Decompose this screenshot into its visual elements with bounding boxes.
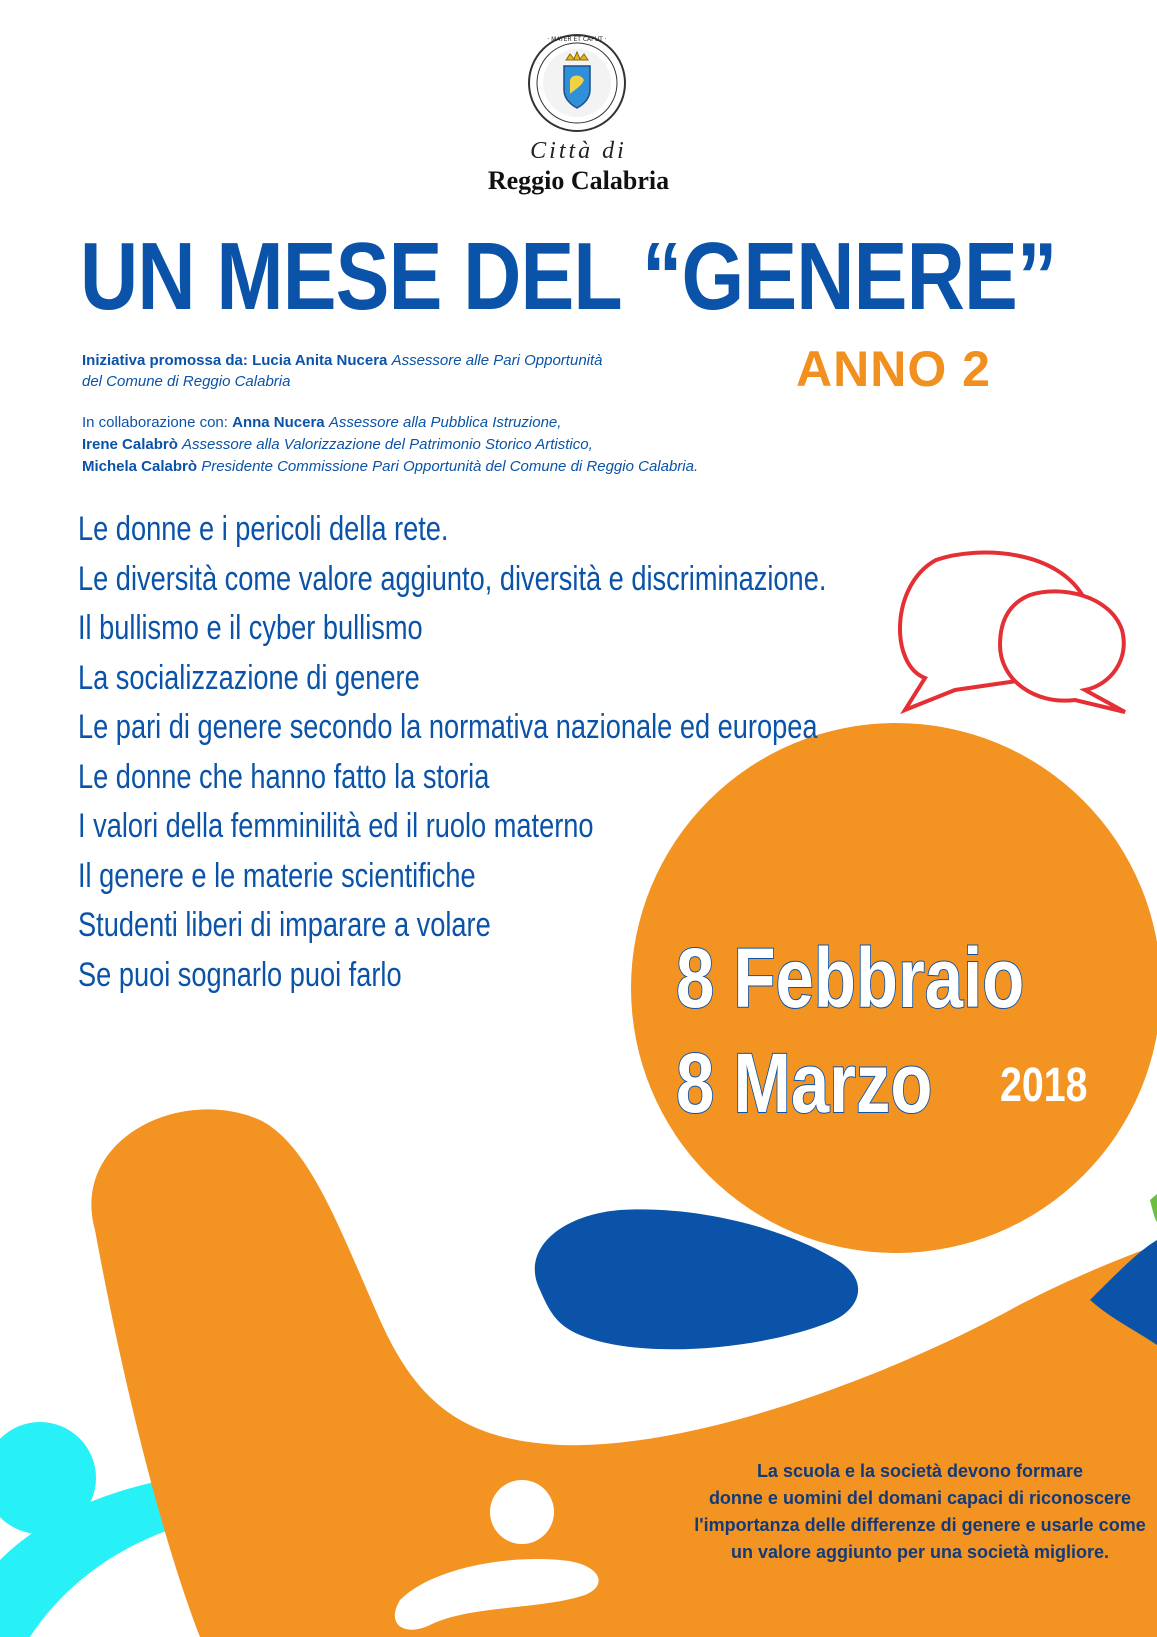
collaborator-name: Irene Calabrò <box>82 436 178 453</box>
collaborator-role: Assessore alla Valorizzazione del Patrimonio Storico Artistico, <box>182 436 593 453</box>
collaborator-role: Presidente Commissione Pari Opportunità del Comune di Reggio Calabria. <box>201 458 699 475</box>
event-year: 2018 <box>1000 1059 1088 1112</box>
green-accent-shape <box>1150 1194 1157 1222</box>
topic-item: I valori della femminilità ed il ruolo materno <box>78 807 594 845</box>
topic-item: Se puoi sognarlo puoi farlo <box>78 955 402 994</box>
topic-item: Le donne che hanno fatto la storia <box>78 757 490 796</box>
topic-item: Il genere e le materie scientifiche <box>78 856 476 895</box>
topic-item: Le pari di genere secondo la normativa nazionale ed europea <box>78 708 818 746</box>
start-date: 8 Febbraio <box>676 931 1025 1025</box>
collaboration-label: In collaborazione con: <box>82 414 228 431</box>
promoter-role-line2: del Comune di Reggio Calabria <box>82 373 291 390</box>
topic-item: Il bullismo e il cyber bullismo <box>78 609 423 647</box>
topic-item: Studenti liberi di imparare a volare <box>78 906 491 944</box>
promoted-by-label: Iniziativa promossa da: <box>82 352 248 369</box>
slogan-block <box>690 1458 1150 1566</box>
city-label: Città di <box>530 138 627 164</box>
svg-text:· MATER ET CAPUT ·: · MATER ET CAPUT · <box>547 36 607 43</box>
edition-subtitle: ANNO 2 <box>796 341 991 397</box>
city-name: Reggio Calabria <box>487 166 670 195</box>
topics-list <box>78 505 1013 1000</box>
collaboration-block <box>82 412 842 478</box>
promoter-role: Assessore alle Pari Opportunità <box>391 352 603 369</box>
collaborator-role: Assessore alla Pubblica Istruzione, <box>328 414 562 431</box>
slogan-line: un valore aggiunto per una società migliore. <box>730 1542 1110 1562</box>
promoted-by-block <box>82 350 722 392</box>
topic-item: Le diversità come valore aggiunto, diversità e discriminazione. <box>78 559 827 598</box>
collaborator-name: Anna Nucera <box>232 414 325 431</box>
collaborator-name: Michela Calabrò <box>82 458 198 475</box>
slogan-line: l'importanza delle differenze di genere e usarle come <box>694 1515 1146 1535</box>
white-head-shape <box>490 1480 554 1544</box>
slogan-line: donne e uomini del domani capaci di riconoscere <box>708 1488 1132 1508</box>
promoter-name: Lucia Anita Nucera <box>252 352 388 369</box>
end-date: 8 Marzo <box>676 1036 933 1130</box>
topic-item: La socializzazione di genere <box>78 658 420 697</box>
slogan-line: La scuola e la società devono formare <box>756 1461 1084 1481</box>
city-coat-of-arms-icon <box>526 32 628 134</box>
topic-item: Le donne e i pericoli della rete. <box>78 510 449 548</box>
poster-title: UN MESE DEL “GENERE” <box>80 223 1057 330</box>
